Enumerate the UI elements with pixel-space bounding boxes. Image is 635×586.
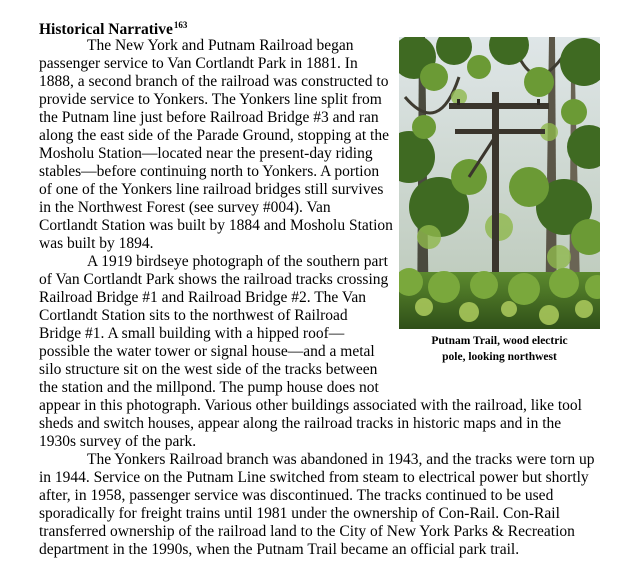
paragraph-2-line: Cortlandt Station sits to the northwest of Railroad xyxy=(39,307,348,324)
paragraph-3-line: in 1944. Service on the Putnam Line switched from steam to electrical power but shortly xyxy=(39,469,589,486)
section-heading xyxy=(39,16,187,39)
footnote-marker: 163 xyxy=(173,20,188,30)
paragraph-3-line: transferred ownership of the railroad land to the City of New York Parks & Recreation xyxy=(39,523,575,540)
paragraph-1-line: in the Northwest Forest (see survey #004). Van xyxy=(39,199,331,216)
paragraph-2-line: silo structure sit on the west side of the tracks between xyxy=(39,361,378,378)
paragraph-1-line: Cortlandt Station was built by 1884 and Mosholu Station xyxy=(39,217,393,234)
paragraph-1-line: was built by 1894. xyxy=(39,235,154,252)
paragraph-1-line: 1888, a second branch of the railroad was constructed to xyxy=(39,73,389,90)
paragraph-3-line: sporadically for freight trains until 1981 under the ownership of Con-Rail. Con-Rail xyxy=(39,505,560,522)
paragraph-2-line: appear in this photograph. Various other buildings associated with the railroad, like tool xyxy=(39,397,582,414)
photo-illustration xyxy=(399,37,600,329)
paragraph-3-line: The Yonkers Railroad branch was abandoned in 1943, and the tracks were torn up xyxy=(87,451,595,468)
paragraph-1-line: provide service to Yonkers. The Yonkers line split from xyxy=(39,91,382,108)
paragraph-2-line: possible the water tower or signal house—and a metal xyxy=(39,343,375,360)
paragraph-3-line: department in the 1990s, when the Putnam Trail became an official park trail. xyxy=(39,541,520,558)
paragraph-1-line: The New York and Putnam Railroad began xyxy=(87,37,354,54)
paragraph-2-line: Railroad Bridge #1 and Railroad Bridge #2. The Van xyxy=(39,289,367,306)
heading-title: Historical Narrative xyxy=(39,21,173,38)
paragraph-2-line: Bridge #1. A small building with a hipped roof— xyxy=(39,325,345,342)
photo-caption-line-2: pole, looking northwest xyxy=(442,351,557,363)
paragraph-1-line: Mosholu Station—located near the present-day riding xyxy=(39,145,373,162)
paragraph-1-line: along the east side of the Parade Ground, stopping at the xyxy=(39,127,389,144)
paragraph-1-line: stables—before continuing north to Yonkers. A portion xyxy=(39,163,380,180)
paragraph-2-line: sheds and switch houses, appear along the railroad tracks in historic maps and in the xyxy=(39,415,562,432)
photo-wood-electric-pole xyxy=(399,37,600,329)
paragraph-1-line: passenger service to Van Cortlandt Park in 1881. In xyxy=(39,55,358,72)
paragraph-1-line: of one of the Yonkers line railroad bridges still survives xyxy=(39,181,384,198)
paragraph-2-line: 1930s survey of the park. xyxy=(39,433,197,450)
paragraph-3-line: after, in 1958, passenger service was discontinued. The tracks continued to be used xyxy=(39,487,554,504)
paragraph-2-line: of Van Cortlandt Park shows the railroad tracks crossing xyxy=(39,271,389,288)
paragraph-2-line: A 1919 birdseye photograph of the southern part xyxy=(87,253,388,270)
paragraph-2-line: the station and the millpond. The pump house does not xyxy=(39,379,379,396)
photo-caption-line-1: Putnam Trail, wood electric xyxy=(431,335,568,347)
paragraph-1-line: the Putnam line just before Railroad Bridge #3 and ran xyxy=(39,109,379,126)
